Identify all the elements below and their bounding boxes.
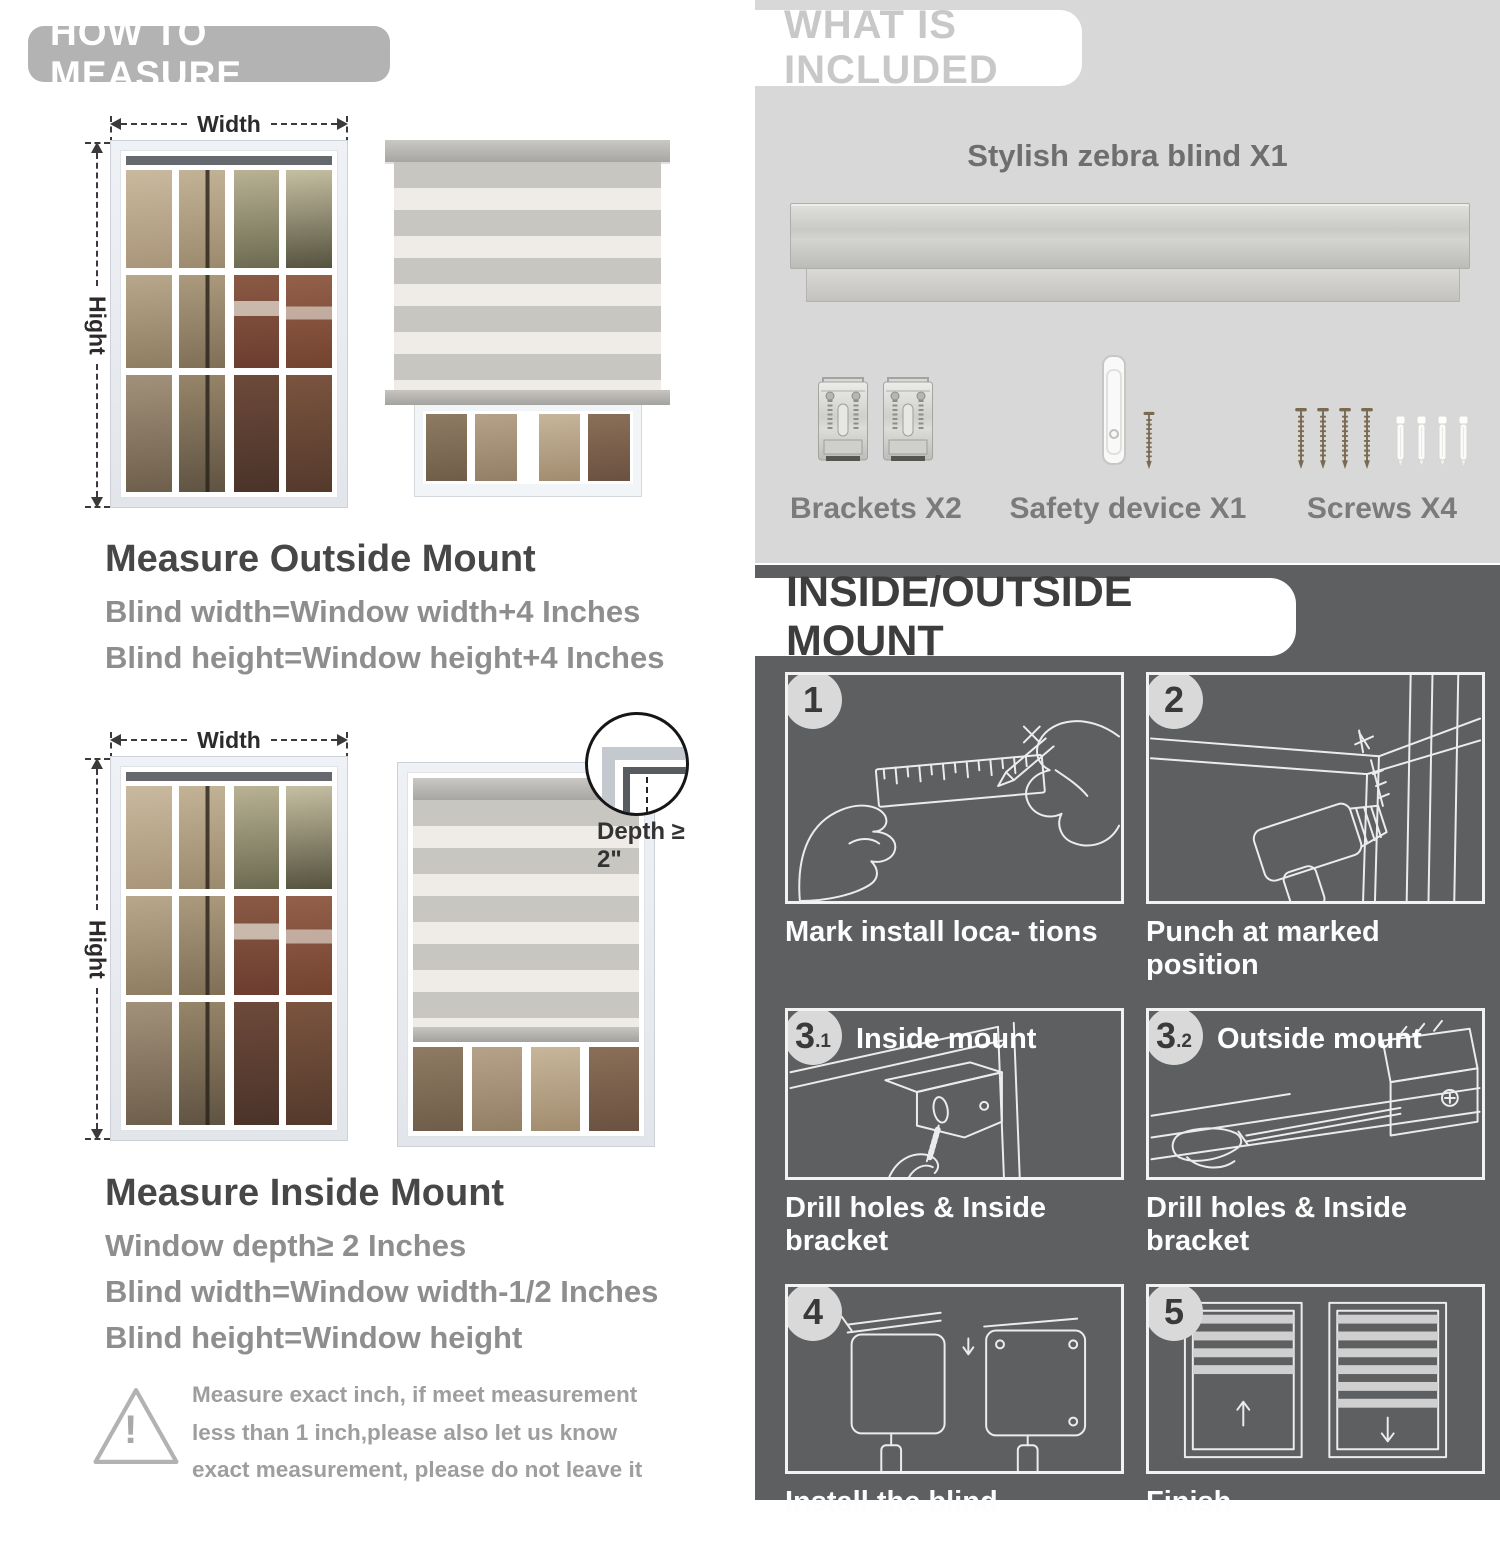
outside-mount-formula-width: Blind width=Window width+4 Inches: [105, 594, 641, 629]
depth-dashed-line: [646, 777, 648, 816]
inside-mount-depth-rule: Window depth≥ 2 Inches: [105, 1228, 467, 1263]
width-measure-arrow: [110, 112, 348, 136]
step-3-1: [785, 1008, 1124, 1276]
window-pane: [413, 1047, 463, 1131]
mounted-blind-edge: [126, 772, 332, 781]
step-5-panel: [1146, 1284, 1485, 1474]
wall-anchor-icon: [1415, 414, 1428, 470]
safety-device-illustration: [1099, 338, 1156, 470]
screws-item: [1294, 338, 1470, 526]
window-pane: [179, 1002, 225, 1125]
window-pane: [179, 375, 225, 492]
bracket-icon: [817, 374, 869, 470]
screw-icon: [1360, 406, 1374, 470]
window-pane: [234, 786, 280, 889]
step-1-panel: [785, 672, 1124, 904]
outside-mount-formula-height: Blind height=Window height+4 Inches: [105, 640, 665, 675]
wall-anchor-icon: [1394, 414, 1407, 470]
frame-corner-inner: [623, 767, 689, 816]
window-illustration: [110, 756, 348, 1141]
mount-section-header: [748, 568, 1296, 665]
step-2-caption: Punch at marked position: [1146, 916, 1380, 981]
step-5: [1146, 1284, 1485, 1537]
step-2-panel: [1146, 672, 1485, 904]
width-measure-arrow: [110, 728, 348, 752]
window-pane: [234, 170, 280, 268]
how-to-measure-title: HOW TO MEASURE: [50, 12, 243, 95]
bracket-icon: [882, 374, 934, 470]
zebra-blind-package-illustration: [790, 203, 1470, 302]
step-3-1-panel: [785, 1008, 1124, 1180]
step-3-1-caption: Drill holes & Inside bracket: [785, 1192, 1047, 1257]
step-number-badge: 1: [785, 672, 842, 729]
outside-mount-step-title: Outside mount: [1217, 1023, 1422, 1055]
window-casement-left: [126, 170, 225, 492]
what-is-included-title: WHAT IS INCLUDED: [784, 3, 999, 92]
outside-mount-blind-illustration: [385, 140, 670, 497]
window-pane: [126, 170, 172, 268]
window-pane: [475, 414, 517, 481]
window-pane: [589, 1047, 639, 1131]
window-pane: [588, 414, 630, 481]
window-pane: [539, 414, 581, 481]
window-pane: [286, 896, 332, 994]
blind-fabric-roll: [806, 269, 1460, 302]
wall-anchor-icon: [1457, 414, 1470, 470]
step-4: [785, 1284, 1124, 1537]
window-pane: [179, 170, 225, 268]
step-number-badge: 3 .1: [785, 1008, 842, 1065]
mounted-blind-edge: [126, 156, 332, 165]
safety-device-item: [1009, 338, 1246, 526]
wall-anchor-icon: [1436, 414, 1449, 470]
window-casement-right: [234, 170, 333, 492]
step-2: [1146, 672, 1485, 1000]
step-4-panel: [785, 1284, 1124, 1474]
depth-detail-circle: [585, 712, 689, 816]
warning-exclamation: !: [124, 1408, 138, 1452]
zebra-stripes: [394, 162, 662, 390]
step-3-2: [1146, 1008, 1485, 1276]
window-pane: [234, 375, 280, 492]
inside-mount-figure: [85, 728, 705, 1163]
depth-label: Depth ≥ 2": [597, 818, 685, 873]
window-pane: [179, 896, 225, 994]
window-pane: [179, 786, 225, 889]
window-pane: [126, 375, 172, 492]
width-label: Width: [197, 726, 261, 753]
window-pane: [179, 275, 225, 368]
window-below-blind: [413, 1047, 639, 1131]
screws-illustration: [1294, 338, 1470, 470]
brackets-illustration: [817, 338, 934, 470]
step-1-caption: Mark install loca- tions: [785, 916, 1098, 948]
window-pane: [234, 275, 280, 368]
outside-mount-heading: Measure Outside Mount: [105, 538, 536, 580]
brackets-item: [790, 338, 962, 526]
screw-icon: [1142, 410, 1156, 470]
window-pane: [426, 414, 468, 481]
brackets-label: Brackets X2: [790, 492, 962, 525]
window-illustration: [110, 140, 348, 508]
inside-mount-step-title: Inside mount: [856, 1023, 1037, 1055]
blind-headrail-bar: [790, 203, 1470, 269]
blind-bottom-rail: [413, 1027, 639, 1042]
screw-icon: [1316, 406, 1330, 470]
step-number-badge: 3 .2: [1146, 1008, 1203, 1065]
blind-header-rail: [385, 140, 670, 162]
window-pane: [126, 275, 172, 368]
step-number-badge: 5: [1146, 1284, 1203, 1341]
blind-bottom-rail: [385, 390, 670, 405]
safety-device-label: Safety device X1: [1009, 492, 1247, 525]
warning-text: Measure exact inch, if meet measurement less than 1 inch,please also let us know exact measurement, please do not leave it: [192, 1382, 643, 1483]
inside-mount-formula-width: Blind width=Window width-1/2 Inches: [105, 1274, 659, 1309]
height-measure-arrow: [85, 142, 109, 508]
screw-icon: [1294, 406, 1308, 470]
window-pane: [286, 1002, 332, 1125]
inside-mount-formula-height: Blind height=Window height: [105, 1320, 523, 1355]
step-3-2-panel: [1146, 1008, 1485, 1180]
window-pane: [286, 375, 332, 492]
screw-icon: [1338, 406, 1352, 470]
height-measure-arrow: [85, 758, 109, 1140]
window-casement-left: [126, 786, 225, 1125]
outside-mount-figure: [85, 112, 685, 512]
mount-section-title: INSIDE/OUTSIDE MOUNT: [786, 568, 1133, 665]
window-casement-right: [234, 786, 333, 1125]
window-pane: [286, 275, 332, 368]
step-number-badge: 2: [1146, 672, 1203, 729]
window-below-blind: [414, 405, 642, 497]
window-pane: [126, 896, 172, 994]
window-pane: [234, 1002, 280, 1125]
step-1: [785, 672, 1124, 1000]
step-5-caption: Finish: [1146, 1486, 1232, 1518]
screws-label: Screws X4: [1306, 492, 1458, 525]
window-pane: [126, 786, 172, 889]
window-pane: [126, 1002, 172, 1125]
inside-mount-heading: Measure Inside Mount: [105, 1172, 505, 1214]
what-is-included-header: [748, 3, 1082, 92]
safety-device-icon: [1099, 354, 1129, 470]
window-pane: [286, 786, 332, 889]
step-number-badge: 4: [785, 1284, 842, 1341]
window-pane: [234, 896, 280, 994]
height-label: Hight: [84, 295, 111, 355]
window-pane: [472, 1047, 522, 1131]
window-pane: [531, 1047, 581, 1131]
step-3-2-caption: Drill holes & Inside bracket: [1146, 1192, 1408, 1257]
how-to-measure-header: [28, 12, 390, 95]
product-label: Stylish zebra blind X1: [967, 138, 1288, 173]
step-4-caption: Install the blind: [785, 1486, 998, 1518]
width-label: Width: [197, 110, 261, 137]
window-pane: [286, 170, 332, 268]
height-label: Hight: [84, 919, 111, 979]
